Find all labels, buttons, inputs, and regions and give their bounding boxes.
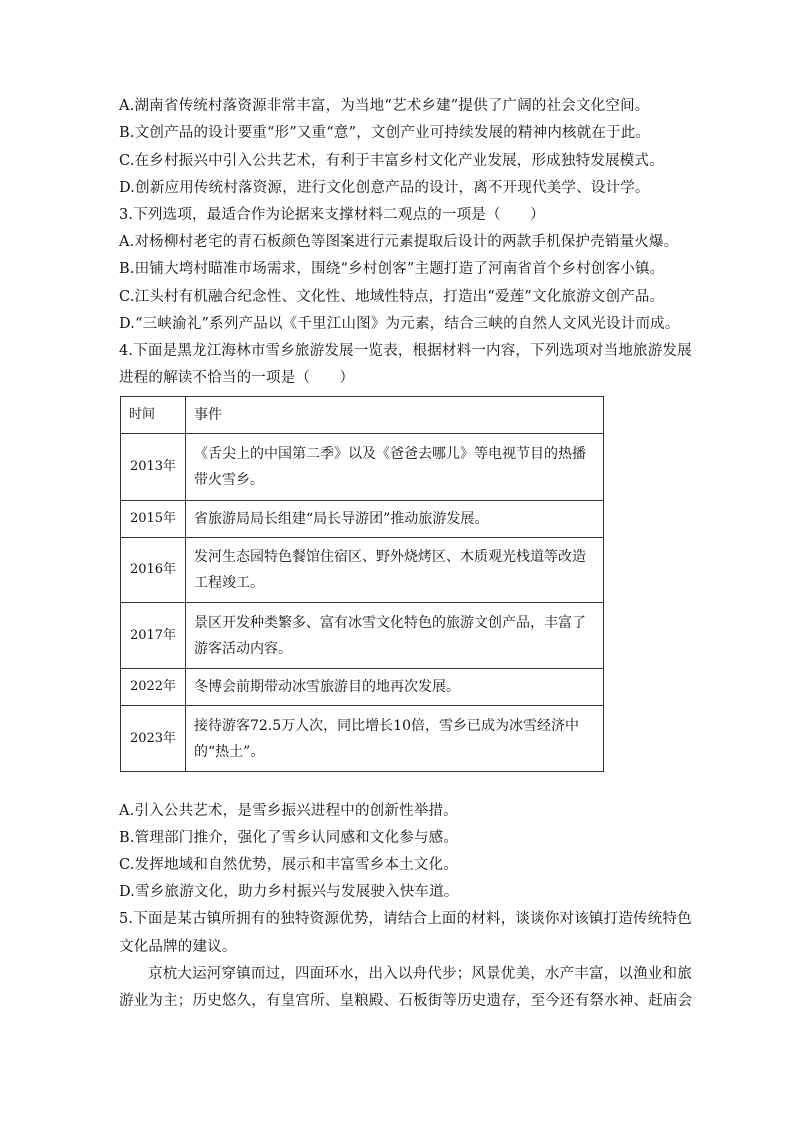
table-row (121, 603, 604, 669)
snow-town-timeline-table (120, 396, 604, 772)
q4-stem-line2: 进程的解读不恰当的一项是（ ） (119, 370, 355, 386)
row-year: 2015年 (121, 501, 186, 538)
row-event: 《舌尖上的中国第二季》以及《爸爸去哪儿》等电视节目的热播带火雪乡。 (186, 434, 604, 501)
q4-stem-line1: 4.下面是黑龙江海林市雪乡旅游发展一览表，根据材料一内容，下列选项对当地旅游发展 (119, 343, 692, 359)
q5-stem-line2: 文化品牌的建议。 (119, 939, 237, 955)
table-row (121, 434, 604, 501)
row-year: 2016年 (121, 538, 186, 603)
q2-option-a: A.湖南省传统村落资源非常丰富，为当地“艺术乡建”提供了广阔的社会文化空间。 (119, 98, 650, 114)
table-row (121, 706, 604, 772)
q3-option-c: C.江头村有机融合纪念性、文化性、地域性特点，打造出“爱莲”文化旅游文创产品。 (119, 289, 665, 305)
q3-option-a: A.对杨柳村老宅的青石板颜色等图案进行元素提取后设计的两款手机保护壳销量火爆。 (119, 234, 679, 250)
row-year: 2017年 (121, 603, 186, 669)
row-year: 2023年 (121, 706, 186, 772)
row-event: 发河生态园特色餐馆住宿区、野外烧烤区、木质观光栈道等改造工程竣工。 (186, 538, 604, 603)
q3-stem: 3.下列选项，最适合作为论据来支撑材料二观点的一项是（ ） (119, 207, 545, 223)
header-event: 事件 (186, 397, 604, 434)
q3-option-b: B.田铺大塆村瞄准市场需求，围绕“乡村创客”主题打造了河南省首个乡村创客小镇。 (119, 261, 665, 277)
q4-option-b: B.管理部门推介，强化了雪乡认同感和文化参与感。 (119, 830, 459, 846)
header-time: 时间 (121, 397, 186, 434)
row-event: 冬博会前期带动冰雪旅游目的地再次发展。 (186, 669, 604, 706)
table-row (121, 538, 604, 603)
row-event: 接待游客72.5万人次，同比增长10倍，雪乡已成为冰雪经济中的“热土”。 (186, 706, 604, 772)
table-row (121, 669, 604, 706)
q5-paragraph-line2: 游业为主；历史悠久，有皇宫所、皇粮殿、石板街等历史遗存，至今还有祭水神、赶庙会 (119, 993, 693, 1009)
q2-option-c: C.在乡村振兴中引入公共艺术，有利于丰富乡村文化产业发展，形成独特发展模式。 (119, 153, 664, 169)
q2-option-b: B.文创产品的设计要重“形”又重“意”，文创产业可持续发展的精神内核就在于此。 (119, 125, 651, 141)
q4-option-c: C.发挥地域和自然优势，展示和丰富雪乡本土文化。 (119, 857, 458, 873)
q4-option-a: A.引入公共艺术，是雪乡振兴进程中的创新性举措。 (119, 803, 458, 819)
q5-stem-line1: 5.下面是某古镇所拥有的独特资源优势，请结合上面的材料，谈谈你对该镇打造传统特色 (119, 911, 692, 927)
table-row (121, 501, 604, 538)
row-event: 景区开发种类繁多、富有冰雪文化特色的旅游文创产品，丰富了游客活动内容。 (186, 603, 604, 669)
row-year: 2013年 (121, 434, 186, 501)
row-year: 2022年 (121, 669, 186, 706)
q2-option-d: D.创新应用传统村落资源，进行文化创意产品的设计，离不开现代美学、设计学。 (119, 180, 650, 196)
q5-paragraph-line1: 京杭大运河穿镇而过，四面环水，出入以舟代步；风景优美，水产丰富，以渔业和旅 (148, 966, 692, 982)
table-header-row (121, 397, 604, 434)
q3-option-d: D.“三峡渝礼”系列产品以《千里江山图》为元素，结合三峡的自然人文风光设计而成。 (119, 316, 680, 332)
q4-option-d: D.雪乡旅游文化，助力乡村振兴与发展驶入快车道。 (119, 884, 459, 900)
row-event: 省旅游局局长组建“局长导游团”推动旅游发展。 (186, 501, 604, 538)
